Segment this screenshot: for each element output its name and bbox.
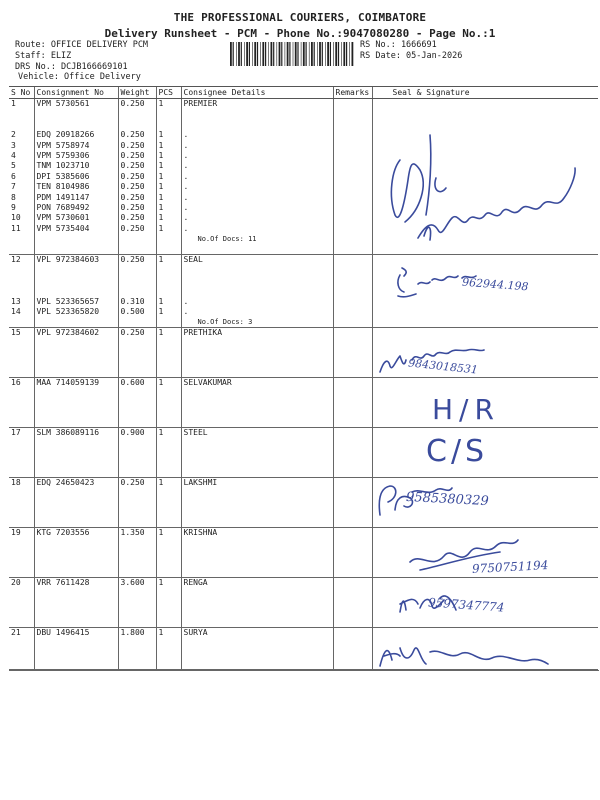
table-row [9,378,598,428]
barcode-bar [268,42,269,66]
weight-value: 0.250 [120,171,145,181]
weight-value: 3.600 [120,578,145,588]
pcs-value [159,286,179,296]
col-seal: Seal & Signature [372,87,598,99]
weight-value: 0.250 [120,130,145,140]
barcode-bar [319,42,321,66]
sno-value: 7 [11,182,16,192]
barcode-bar [233,42,234,66]
barcode-bar [230,42,232,66]
weight-value: 0.250 [120,161,145,171]
drs-number: DRS No.: DCJB166669101 [15,62,128,72]
runsheet-table [9,86,598,670]
consignee-mark: . [183,306,189,316]
consignment-number: VPM 5759306 [36,150,90,160]
sno-value [11,276,32,286]
sno-value: 13 [11,296,21,306]
sno-value: 17 [11,428,21,438]
pcs-value [159,276,179,286]
sno-value: 8 [11,192,16,202]
barcode-bar [306,42,307,66]
table-row [9,578,598,628]
weight-value: 0.900 [120,428,145,438]
weight-cell [118,99,156,255]
pcs-cell [156,428,181,478]
pcs-cell [156,528,181,578]
pcs-value [159,109,179,119]
barcode-bar [262,42,264,66]
handwritten-seal-phone: 962944.198 [461,275,529,294]
consignee-mark [184,276,331,286]
signature-cell [372,255,598,328]
pcs-value: 1 [158,161,164,171]
remarks-cell [333,528,372,578]
docs-count: No.Of Docs: 11 [197,235,257,244]
col-remarks: Remarks [333,87,372,99]
barcode-bar [349,42,350,66]
weight-value: 1.800 [120,628,145,638]
weight-value: 0.250 [120,255,145,264]
consignment-number: VPL 972384602 [36,328,100,338]
sno-value: 20 [11,578,21,588]
pcs-value: 1 [158,378,164,388]
weight-value: 0.250 [120,328,145,338]
consignee-cell [181,478,333,528]
col-consignment: Consignment No [34,87,118,99]
consignment-number [37,286,116,296]
signature-cell [372,478,598,528]
sno-value: 2 [11,130,16,140]
pcs-value: 1 [158,255,164,264]
pcs-value: 1 [158,428,164,438]
pcs-cell [156,628,181,670]
sno-cell [9,378,34,428]
barcode-bar [273,42,274,66]
pcs-value: 1 [158,192,164,202]
remarks-cell [333,578,372,628]
weight-value: 0.250 [120,192,145,202]
consignment-cell [34,255,118,328]
consignee-mark [184,286,331,296]
consignment-number: VPM 5730601 [36,213,90,223]
barcode-bar [303,42,305,66]
sno-value [11,109,32,119]
consignee-name: SURYA [183,628,208,638]
table-row [9,328,598,378]
col-weight: Weight [118,87,156,99]
sno-cell [9,528,34,578]
staff-label: Staff: ELIZ [15,51,72,61]
sno-cell [9,255,34,328]
barcode-bar [317,42,318,66]
col-pcs: PCS [156,87,181,99]
consignment-number: MAA 714059139 [36,378,100,388]
consignee-mark: . [183,171,189,181]
handwritten-lakshmi-phone: 9585380329 [405,489,490,510]
barcode-bar [254,42,256,66]
sno-value [11,286,32,296]
remarks-cell [333,628,372,670]
consignee-mark: . [183,223,189,233]
table-bottom-line [9,670,599,671]
consignee-cell [181,255,333,328]
barcode-bar [287,42,289,66]
table-header-row [9,87,598,99]
pcs-value: 1 [158,296,164,306]
pcs-value: 1 [158,140,164,150]
barcode-bar [352,42,354,66]
consignee-mark [184,120,331,130]
consignment-cell [34,428,118,478]
consignee-name: PREMIER [183,99,218,108]
pcs-cell [156,328,181,378]
consignee-name: SELVAKUMAR [183,378,232,388]
barcode-bar [257,42,258,66]
weight-cell [118,578,156,628]
sno-value [11,265,32,275]
barcode-bar [325,42,326,66]
weight-value [121,286,154,296]
weight-value: 0.310 [120,296,145,306]
sno-value: 16 [11,378,21,388]
docs-count: No.Of Docs: 3 [197,318,253,327]
consignment-number [37,120,116,130]
consignee-cell [181,578,333,628]
sno-value: 19 [11,528,21,538]
pcs-value: 1 [158,150,164,160]
pcs-value [159,120,179,130]
rs-date: RS Date: 05-Jan-2026 [360,51,463,61]
barcode-bar [285,42,286,66]
sno-value: 4 [11,150,16,160]
barcode-bar [279,42,281,66]
barcode-bar [327,42,329,66]
consignment-number: VPM 5730561 [36,99,90,108]
sno-value: 6 [11,171,16,181]
weight-value [121,109,154,119]
sno-value: 5 [11,161,16,171]
consignee-cell [181,528,333,578]
pcs-cell [156,99,181,255]
consignee-cell [181,378,333,428]
consignment-cell [34,528,118,578]
barcode-bar [297,42,298,66]
barcode-bar [281,42,282,66]
vehicle-label: Vehicle: Office Delivery [18,72,141,82]
barcode-bar [236,42,237,66]
sno-value: 1 [11,99,16,108]
barcode-bar [246,42,248,66]
consignee-name: SEAL [183,255,203,264]
pcs-value: 1 [158,130,164,140]
weight-cell [118,628,156,670]
handwritten-selvakumar-remark: H/R [432,393,500,426]
route-label: Route: OFFICE DELIVERY PCM [15,40,149,50]
consignee-cell [181,99,333,255]
signature-cell [372,328,598,378]
barcode-bar [293,42,294,66]
consignee-mark: . [183,150,189,160]
pcs-value: 1 [158,628,164,638]
weight-value: 0.600 [120,378,145,388]
weight-cell [118,528,156,578]
consignment-number: SLM 386089116 [36,428,100,438]
barcode-bar [277,42,278,66]
consignee-mark [184,265,331,275]
col-sno: S No [9,87,34,99]
col-consignee: Consignee Details [181,87,333,99]
weight-cell [118,378,156,428]
consignment-number: VRR 7611428 [36,578,90,588]
barcode-bar [322,42,323,66]
company-title: THE PROFESSIONAL COURIERS, COIMBATORE [173,11,427,24]
weight-value: 0.250 [120,223,145,233]
sno-value: 3 [11,140,16,150]
pcs-value: 1 [158,213,164,223]
handwritten-prethika-phone: 9843018531 [407,356,479,377]
barcode-bar [244,42,245,66]
barcode-bar [346,42,347,66]
pcs-value: 1 [158,202,164,212]
consignee-mark: . [183,182,189,192]
consignee-mark: . [183,202,189,212]
consignee-mark: . [183,213,189,223]
pcs-value: 1 [158,306,164,316]
consignee-mark: . [183,140,189,150]
consignee-mark: . [183,161,189,171]
weight-cell [118,428,156,478]
pcs-value: 1 [158,171,164,181]
consignee-name: STEEL [183,428,208,438]
signature-cell [372,628,598,670]
pcs-value: 1 [158,182,164,192]
weight-value [121,120,154,130]
consignee-mark [184,109,331,119]
pcs-cell [156,378,181,428]
table-row [9,528,598,578]
pcs-cell [156,578,181,628]
consignee-name: PRETHIKA [183,328,223,338]
consignment-cell [34,628,118,670]
consignment-number [37,109,116,119]
sno-cell [9,428,34,478]
consignment-cell [34,378,118,428]
weight-value: 0.250 [120,99,145,108]
barcode-bar [238,42,240,66]
sno-value: 18 [11,478,21,488]
weight-value: 0.250 [120,202,145,212]
weight-value: 0.250 [120,150,145,160]
barcode-bar [330,42,331,66]
pcs-cell [156,255,181,328]
consignment-number: PON 7689492 [36,202,90,212]
signature-cell [372,578,598,628]
table-row [9,255,598,328]
handwritten-steel-remark: C/S [426,434,489,469]
rs-number: RS No.: 1666691 [360,40,437,50]
pcs-cell [156,478,181,528]
table-row [9,478,598,528]
pcs-value: 1 [158,578,164,588]
remarks-cell [333,255,372,328]
weight-cell [118,478,156,528]
sno-value: 21 [11,628,21,638]
consignment-number [37,276,116,286]
sno-value: 12 [11,255,21,264]
consignment-number: TNM 1023710 [36,161,90,171]
consignment-number: EDQ 20918266 [36,130,95,140]
barcode-bar [333,42,334,66]
pcs-value: 1 [158,328,164,338]
handwritten-krishna-phone: 9750751194 [471,558,549,576]
consignment-number: DBU 1496415 [36,628,90,638]
remarks-cell [333,99,372,255]
consignee-name: RENGA [183,578,208,588]
consignment-number: KTG 7203556 [36,528,90,538]
pcs-value: 1 [158,99,164,108]
barcode-bar [301,42,302,66]
barcode-bar [341,42,342,66]
consignment-number: VPL 523365820 [36,306,100,316]
signature-cell [372,528,598,578]
table-row [9,628,598,670]
sno-cell [9,478,34,528]
consignee-cell [181,428,333,478]
consignment-number: PDM 1491147 [36,192,90,202]
signature-cell [372,99,598,255]
barcode-bar [309,42,310,66]
consignee-name: KRISHNA [183,528,218,538]
consignee-name: LAKSHMI [183,478,218,488]
sno-cell [9,628,34,670]
consignment-number: EDQ 24650423 [36,478,95,488]
barcode-image [230,42,354,66]
barcode-bar [314,42,315,66]
consignee-cell [181,328,333,378]
pcs-value [159,265,179,275]
runsheet-subtitle: Delivery Runsheet - PCM - Phone No.:9047080280 - Page No.:1 [104,27,496,40]
barcode-bar [271,42,273,66]
barcode-bar [260,42,261,66]
consignment-cell [34,328,118,378]
consignee-mark: . [183,296,189,306]
remarks-cell [333,428,372,478]
weight-cell [118,255,156,328]
barcode-bar [343,42,345,66]
barcode-bar [289,42,290,66]
barcode-bar [311,42,313,66]
barcode-bar [241,42,242,66]
consignment-number: DPI 5385606 [36,171,90,181]
weight-value: 0.250 [120,213,145,223]
barcode-bar [265,42,266,66]
remarks-cell [333,478,372,528]
weight-value: 0.250 [120,478,145,488]
weight-value: 0.250 [120,140,145,150]
signature-cell [372,428,598,478]
consignee-mark: . [183,192,189,202]
barcode-bar [335,42,337,66]
weight-value [121,265,154,275]
consignment-number: VPL 972384603 [36,255,100,264]
handwritten-renga-phone: 9597347774 [427,595,505,615]
consignment-number: VPM 5735404 [36,223,90,233]
table-row [9,99,598,255]
pcs-value: 1 [158,223,164,233]
consignment-cell [34,99,118,255]
remarks-cell [333,378,372,428]
consignment-number: TEN 8104986 [36,182,90,192]
table-row [9,428,598,478]
pcs-value: 1 [158,478,164,488]
sno-value: 11 [11,223,21,233]
consignment-number [37,265,116,275]
weight-value: 0.500 [120,306,145,316]
barcode-bar [252,42,253,66]
weight-value: 1.350 [120,528,145,538]
consignment-cell [34,478,118,528]
consignee-mark: . [183,130,189,140]
sno-value: 14 [11,306,21,316]
consignment-number: VPL 523365657 [36,296,100,306]
weight-value: 0.250 [120,182,145,192]
barcode-bar [338,42,339,66]
sno-value: 15 [11,328,21,338]
weight-cell [118,328,156,378]
consignment-number: VPM 5758974 [36,140,90,150]
sno-value [11,120,32,130]
barcode-bar [249,42,250,66]
sno-cell [9,328,34,378]
sno-cell [9,578,34,628]
barcode-bar [295,42,297,66]
pcs-value: 1 [158,528,164,538]
sno-value: 9 [11,202,16,212]
consignment-cell [34,578,118,628]
signature-cell [372,378,598,428]
sno-value: 10 [11,213,21,223]
remarks-cell [333,328,372,378]
weight-value [121,276,154,286]
consignee-cell [181,628,333,670]
sno-cell [9,99,34,255]
